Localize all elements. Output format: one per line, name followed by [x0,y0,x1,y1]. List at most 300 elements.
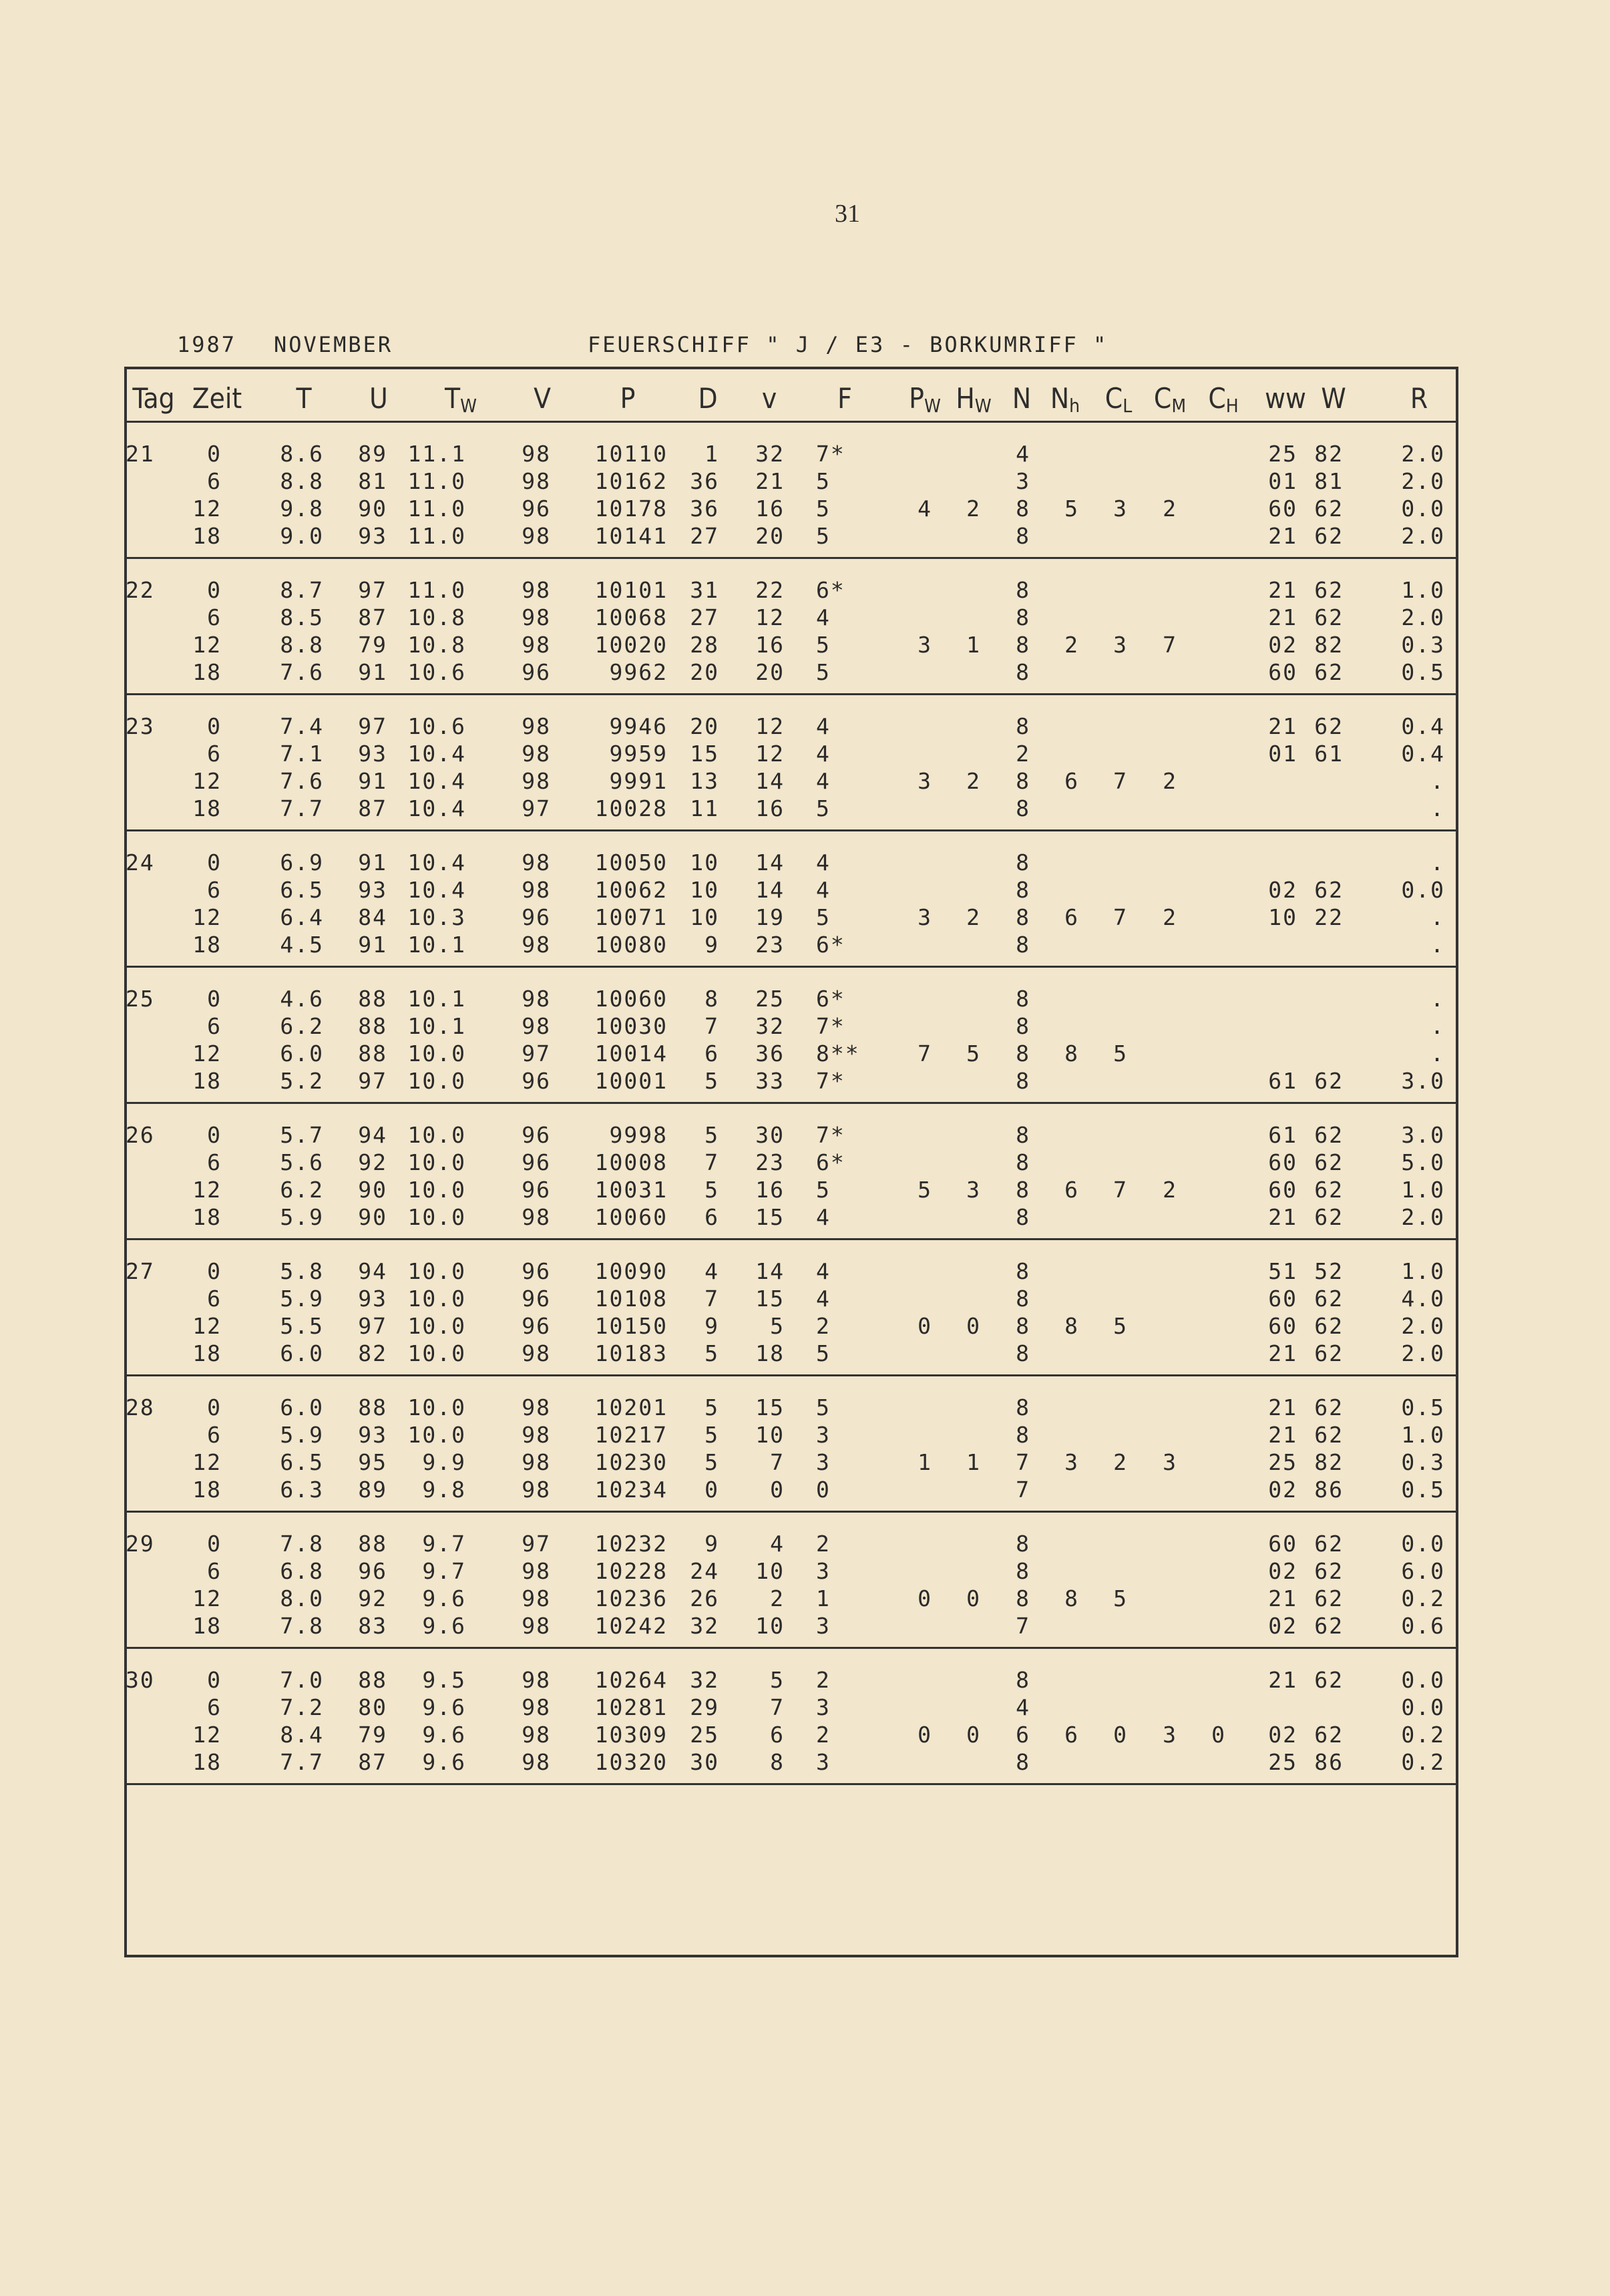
cell-p: 10028 [594,795,668,821]
cell-ww: 60 [1268,1177,1297,1203]
cell-n: 8 [1016,1313,1030,1339]
cell-v: 7 [770,1694,785,1720]
cell-f: 3 [816,1558,831,1584]
cell-t: 7.0 [280,1667,324,1693]
cell-w: 86 [1314,1477,1344,1503]
cell-t: 6.5 [280,1449,324,1475]
cell-f: 3 [816,1449,831,1475]
cell-n: 8 [1016,496,1030,522]
cell-pw: 4 [918,496,932,522]
cell-f: 4 [816,1286,831,1312]
cell-hw: 2 [966,904,981,930]
column-header-ww: ww [1265,382,1306,415]
cell-v: 6 [770,1722,785,1748]
cell-w: 62 [1314,877,1344,903]
cell-r: . [1430,795,1445,821]
cell-r: 0.0 [1401,1531,1445,1557]
cell-t: 5.9 [280,1422,324,1448]
cell-n: 8 [1016,986,1030,1012]
cell-v: 5 [770,1667,785,1693]
cell-u: 79 [358,1722,387,1748]
cell-n: 8 [1016,1149,1030,1175]
cell-v_vis: 98 [522,577,551,603]
cell-t: 5.7 [280,1122,324,1148]
cell-zeit: 0 [207,441,222,467]
cell-d: 30 [690,1749,719,1775]
cell-w: 62 [1314,496,1344,522]
cell-r: 1.0 [1401,577,1445,603]
cell-n: 7 [1016,1477,1030,1503]
cell-w: 82 [1314,632,1344,658]
cell-v: 19 [755,904,785,930]
column-header-w: W [1321,382,1346,415]
cell-v: 18 [755,1340,785,1366]
cell-f: 3 [816,1749,831,1775]
cell-p: 10264 [594,1667,668,1693]
cell-d: 32 [690,1613,719,1639]
cell-zeit: 6 [207,877,222,903]
cell-n: 8 [1016,1068,1030,1094]
cell-cm: 2 [1163,904,1177,930]
cell-ww: 61 [1268,1068,1297,1094]
cell-d: 9 [705,932,719,958]
cell-zeit: 0 [207,1258,222,1284]
cell-v: 12 [755,604,785,630]
cell-zeit: 0 [207,713,222,739]
cell-f: 8** [816,1040,860,1067]
cell-r: 2.0 [1401,1313,1445,1339]
cell-t: 6.4 [280,904,324,930]
cell-p: 10232 [594,1531,668,1557]
cell-r: 2.0 [1401,468,1445,494]
cell-p: 10178 [594,496,668,522]
cell-nh: 2 [1064,632,1079,658]
cell-u: 95 [358,1449,387,1475]
cell-zeit: 6 [207,1694,222,1720]
cell-v_vis: 98 [522,713,551,739]
column-header-cm: $C_M$ [1153,382,1187,417]
cell-n: 8 [1016,1286,1030,1312]
cell-n: 7 [1016,1449,1030,1475]
cell-n: 8 [1016,604,1030,630]
cell-tw: 9.5 [422,1667,466,1693]
cell-tw: 9.9 [422,1449,466,1475]
cell-w: 62 [1314,1558,1344,1584]
cell-tw: 10.4 [407,768,466,794]
cell-u: 88 [358,1667,387,1693]
cell-u: 83 [358,1613,387,1639]
cell-p: 9946 [609,713,668,739]
cell-v: 10 [755,1613,785,1639]
cell-n: 2 [1016,741,1030,767]
cell-v: 2 [770,1585,785,1611]
cell-cl: 3 [1113,632,1128,658]
cell-f: 7* [816,1013,845,1039]
cell-t: 6.3 [280,1477,324,1503]
cell-t: 6.8 [280,1558,324,1584]
cell-v: 30 [755,1122,785,1148]
cell-v: 10 [755,1422,785,1448]
cell-n: 8 [1016,1394,1030,1420]
cell-p: 10141 [594,523,668,549]
cell-hw: 5 [966,1040,981,1067]
cell-zeit: 0 [207,577,222,603]
cell-u: 88 [358,1013,387,1039]
cell-r: 0.4 [1401,713,1445,739]
cell-v_vis: 98 [522,1013,551,1039]
cell-t: 7.6 [280,659,324,685]
cell-r: . [1430,1040,1445,1067]
day-divider [124,693,1458,695]
cell-t: 6.2 [280,1177,324,1203]
cell-f: 6* [816,577,845,603]
cell-w: 62 [1314,1722,1344,1748]
cell-w: 62 [1314,713,1344,739]
cell-ww: 02 [1268,1613,1297,1639]
cell-f: 4 [816,1204,831,1230]
cell-t: 8.6 [280,441,324,467]
cell-r: 0.0 [1401,496,1445,522]
cell-r: 6.0 [1401,1558,1445,1584]
cell-tw: 10.0 [407,1394,466,1420]
column-header-t: T [296,382,312,415]
cell-d: 27 [690,523,719,549]
cell-u: 96 [358,1558,387,1584]
cell-t: 5.2 [280,1068,324,1094]
cell-f: 5 [816,1177,831,1203]
cell-f: 2 [816,1667,831,1693]
cell-v_vis: 98 [522,1340,551,1366]
cell-r: 4.0 [1401,1286,1445,1312]
cell-n: 8 [1016,849,1030,876]
cell-p: 10008 [594,1149,668,1175]
cell-r: 1.0 [1401,1258,1445,1284]
cell-u: 97 [358,577,387,603]
cell-f: 6* [816,932,845,958]
cell-n: 8 [1016,877,1030,903]
cell-tw: 10.4 [407,795,466,821]
cell-u: 91 [358,849,387,876]
cell-p: 10110 [594,441,668,467]
cell-zeit: 6 [207,1422,222,1448]
cell-w: 52 [1314,1258,1344,1284]
cell-t: 5.8 [280,1258,324,1284]
cell-v: 32 [755,1013,785,1039]
cell-v_vis: 98 [522,1667,551,1693]
cell-n: 8 [1016,1122,1030,1148]
cell-t: 7.1 [280,741,324,767]
cell-w: 62 [1314,1068,1344,1094]
cell-u: 87 [358,604,387,630]
cell-v_vis: 96 [522,1313,551,1339]
cell-v_vis: 98 [522,849,551,876]
cell-f: 7* [816,1122,845,1148]
cell-ww: 61 [1268,1122,1297,1148]
day-tag: 30 [126,1667,155,1693]
cell-ww: 60 [1268,1313,1297,1339]
cell-tw: 10.1 [407,932,466,958]
cell-v_vis: 96 [522,1068,551,1094]
cell-u: 93 [358,1286,387,1312]
cell-tw: 9.7 [422,1558,466,1584]
cell-p: 10309 [594,1722,668,1748]
cell-r: 2.0 [1401,1204,1445,1230]
cell-p: 10020 [594,632,668,658]
cell-t: 5.9 [280,1204,324,1230]
cell-t: 5.9 [280,1286,324,1312]
cell-f: 6* [816,1149,845,1175]
cell-w: 62 [1314,1340,1344,1366]
cell-n: 8 [1016,523,1030,549]
cell-w: 62 [1314,577,1344,603]
column-header-n: N [1012,382,1032,415]
cell-v_vis: 96 [522,1258,551,1284]
cell-zeit: 12 [192,632,222,658]
cell-d: 7 [705,1286,719,1312]
cell-n: 8 [1016,795,1030,821]
cell-ww: 01 [1268,741,1297,767]
cell-tw: 11.0 [407,496,466,522]
cell-r: 0.5 [1401,1394,1445,1420]
cell-nh: 6 [1064,1177,1079,1203]
cell-tw: 10.0 [407,1204,466,1230]
cell-t: 7.4 [280,713,324,739]
cell-nh: 5 [1064,496,1079,522]
cell-f: 0 [816,1477,831,1503]
cell-tw: 10.1 [407,1013,466,1039]
cell-w: 62 [1314,1204,1344,1230]
column-header-pw: $P_W$ [909,382,941,417]
cell-n: 8 [1016,932,1030,958]
cell-w: 82 [1314,1449,1344,1475]
cell-p: 10320 [594,1749,668,1775]
cell-w: 62 [1314,1585,1344,1611]
cell-t: 9.8 [280,496,324,522]
cell-f: 5 [816,659,831,685]
cell-tw: 10.0 [407,1286,466,1312]
cell-ww: 60 [1268,496,1297,522]
cell-ww: 25 [1268,1749,1297,1775]
cell-d: 10 [690,849,719,876]
cell-u: 92 [358,1149,387,1175]
cell-r: 0.0 [1401,1667,1445,1693]
cell-p: 10183 [594,1340,668,1366]
cell-tw: 9.7 [422,1531,466,1557]
cell-hw: 0 [966,1722,981,1748]
cell-v: 16 [755,632,785,658]
cell-cl: 5 [1113,1313,1128,1339]
cell-d: 5 [705,1422,719,1448]
cell-d: 5 [705,1449,719,1475]
cell-zeit: 12 [192,904,222,930]
cell-f: 4 [816,877,831,903]
cell-nh: 6 [1064,904,1079,930]
cell-w: 81 [1314,468,1344,494]
cell-tw: 9.6 [422,1749,466,1775]
cell-tw: 11.0 [407,523,466,549]
cell-u: 91 [358,932,387,958]
cell-d: 6 [705,1204,719,1230]
cell-ww: 21 [1268,1667,1297,1693]
cell-n: 7 [1016,1613,1030,1639]
cell-ww: 01 [1268,468,1297,494]
cell-v_vis: 98 [522,604,551,630]
cell-w: 62 [1314,1422,1344,1448]
cell-v: 7 [770,1449,785,1475]
cell-u: 87 [358,795,387,821]
cell-v: 23 [755,932,785,958]
cell-hw: 1 [966,632,981,658]
cell-cl: 5 [1113,1585,1128,1611]
cell-u: 87 [358,1749,387,1775]
cell-u: 90 [358,1204,387,1230]
cell-hw: 2 [966,768,981,794]
cell-pw: 3 [918,768,932,794]
cell-v: 4 [770,1531,785,1557]
cell-w: 62 [1314,1122,1344,1148]
cell-zeit: 0 [207,1667,222,1693]
cell-u: 79 [358,632,387,658]
cell-w: 22 [1314,904,1344,930]
cell-cm: 2 [1163,1177,1177,1203]
cell-v_vis: 96 [522,1286,551,1312]
cell-d: 5 [705,1122,719,1148]
cell-r: 0.2 [1401,1722,1445,1748]
cell-zeit: 12 [192,1449,222,1475]
cell-v: 16 [755,496,785,522]
cell-t: 4.5 [280,932,324,958]
cell-p: 10050 [594,849,668,876]
cell-w: 62 [1314,604,1344,630]
cell-v_vis: 96 [522,1177,551,1203]
cell-t: 9.0 [280,523,324,549]
cell-u: 82 [358,1340,387,1366]
cell-u: 93 [358,877,387,903]
day-tag: 29 [126,1531,155,1557]
cell-d: 5 [705,1394,719,1420]
cell-d: 7 [705,1013,719,1039]
cell-v_vis: 98 [522,1558,551,1584]
cell-f: 4 [816,768,831,794]
cell-zeit: 12 [192,768,222,794]
cell-tw: 10.0 [407,1422,466,1448]
cell-r: . [1430,849,1445,876]
cell-tw: 10.0 [407,1258,466,1284]
cell-tw: 10.4 [407,741,466,767]
cell-v: 15 [755,1394,785,1420]
cell-w: 62 [1314,1149,1344,1175]
cell-r: . [1430,932,1445,958]
cell-p: 10230 [594,1449,668,1475]
day-divider [124,1374,1458,1376]
cell-ww: 60 [1268,1531,1297,1557]
cell-cm: 2 [1163,496,1177,522]
cell-n: 4 [1016,1694,1030,1720]
cell-nh: 8 [1064,1040,1079,1067]
cell-d: 36 [690,468,719,494]
cell-zeit: 0 [207,1394,222,1420]
column-header-f: F [837,382,852,415]
cell-v: 12 [755,741,785,767]
cell-v: 33 [755,1068,785,1094]
cell-ww: 21 [1268,523,1297,549]
cell-r: 2.0 [1401,441,1445,467]
cell-u: 94 [358,1122,387,1148]
cell-n: 8 [1016,768,1030,794]
cell-zeit: 18 [192,1068,222,1094]
cell-f: 3 [816,1422,831,1448]
cell-ww: 02 [1268,1558,1297,1584]
cell-v_vis: 98 [522,632,551,658]
cell-u: 84 [358,904,387,930]
cell-t: 6.9 [280,849,324,876]
cell-v_vis: 98 [522,1749,551,1775]
cell-d: 9 [705,1531,719,1557]
cell-f: 7* [816,441,845,467]
cell-t: 6.5 [280,877,324,903]
data-table-frame [124,367,1458,1957]
cell-u: 88 [358,1040,387,1067]
cell-n: 8 [1016,1531,1030,1557]
cell-n: 8 [1016,1013,1030,1039]
cell-v_vis: 98 [522,986,551,1012]
cell-d: 5 [705,1177,719,1203]
cell-u: 80 [358,1694,387,1720]
cell-tw: 10.6 [407,713,466,739]
table-end-divider [124,1783,1458,1785]
cell-f: 5 [816,468,831,494]
cell-p: 10217 [594,1422,668,1448]
day-divider [124,1238,1458,1240]
cell-nh: 6 [1064,768,1079,794]
column-header-cl: $C_L$ [1104,382,1133,417]
cell-ww: 51 [1268,1258,1297,1284]
cell-f: 4 [816,741,831,767]
cell-n: 8 [1016,1558,1030,1584]
cell-w: 62 [1314,1313,1344,1339]
cell-pw: 3 [918,632,932,658]
cell-w: 62 [1314,523,1344,549]
cell-d: 10 [690,904,719,930]
cell-pw: 0 [918,1585,932,1611]
cell-ww: 02 [1268,877,1297,903]
cell-p: 9991 [609,768,668,794]
cell-v_vis: 98 [522,441,551,467]
cell-d: 5 [705,1340,719,1366]
cell-tw: 10.0 [407,1149,466,1175]
cell-r: 2.0 [1401,1340,1445,1366]
cell-d: 5 [705,1068,719,1094]
cell-ww: 21 [1268,1422,1297,1448]
cell-p: 10001 [594,1068,668,1094]
cell-d: 27 [690,604,719,630]
cell-r: 2.0 [1401,523,1445,549]
cell-n: 3 [1016,468,1030,494]
cell-u: 97 [358,713,387,739]
cell-d: 11 [690,795,719,821]
cell-zeit: 18 [192,1749,222,1775]
cell-zeit: 12 [192,496,222,522]
cell-n: 8 [1016,904,1030,930]
cell-r: 0.3 [1401,1449,1445,1475]
header-month: NOVEMBER [274,332,393,357]
cell-r: 1.0 [1401,1422,1445,1448]
cell-cl: 5 [1113,1040,1128,1067]
cell-d: 32 [690,1667,719,1693]
cell-v: 36 [755,1040,785,1067]
cell-u: 90 [358,496,387,522]
cell-p: 10031 [594,1177,668,1203]
